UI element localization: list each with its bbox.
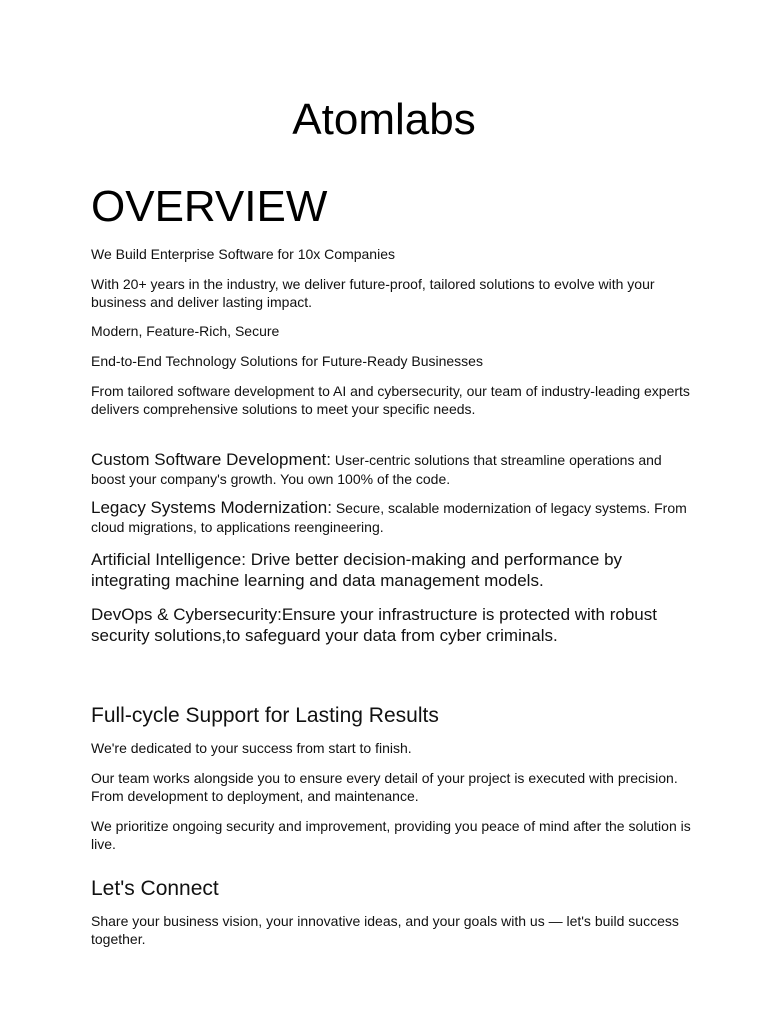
support-security-text: We prioritize ongoing security and improvement, providing you peace of mind after the solution is live. (91, 818, 691, 852)
connect-heading: Let's Connect (91, 877, 219, 900)
service-label: Artificial Intelligence: (91, 550, 246, 569)
support-team-text: Our team works alongside you to ensure every detail of your project is executed with precision. From development to deployment, and maintenance. (91, 770, 678, 804)
service-item-devops-cybersecurity (91, 605, 691, 646)
company-title: Atomlabs (292, 95, 476, 144)
connect-text: Share your business vision, your innovative ideas, and your goals with us — let's build success together. (91, 913, 679, 947)
overview-qualities-text: Modern, Feature-Rich, Secure (91, 323, 280, 339)
service-item-artificial-intelligence (91, 550, 691, 591)
support-dedication-text: We're dedicated to your success from start to finish. (91, 740, 412, 756)
overview-solutions-text: End-to-End Technology Solutions for Future-Ready Businesses (91, 353, 483, 369)
overview-tagline: We Build Enterprise Software for 10x Companies (91, 246, 395, 262)
overview-heading: OVERVIEW (91, 182, 328, 231)
overview-experience-text: With 20+ years in the industry, we deliver future-proof, tailored solutions to evolve with your business and deliver lasting impact. (91, 276, 655, 310)
service-description: User-centric solutions that streamline operations and boost your company's growth. You own 100% of the code. (91, 452, 662, 487)
overview-team-text: From tailored software development to AI and cybersecurity, our team of industry-leading experts delivers comprehensive solutions to meet your specific needs. (91, 383, 690, 417)
service-item-legacy-modernization (91, 499, 691, 537)
service-label: Custom Software Development: (91, 450, 331, 469)
support-heading: Full-cycle Support for Lasting Results (91, 704, 439, 727)
service-description: Secure, scalable modernization of legacy systems. From cloud migrations, to applications reengineering. (91, 500, 687, 535)
service-description: Drive better decision-making and performance by integrating machine learning and data management models. (91, 550, 623, 590)
service-description: Ensure your infrastructure is protected with robust security solutions,to safeguard your data from cyber criminals. (91, 605, 657, 645)
service-item-custom-software (91, 451, 691, 489)
service-label: DevOps & Cybersecurity: (91, 605, 282, 624)
service-label: Legacy Systems Modernization: (91, 498, 332, 517)
